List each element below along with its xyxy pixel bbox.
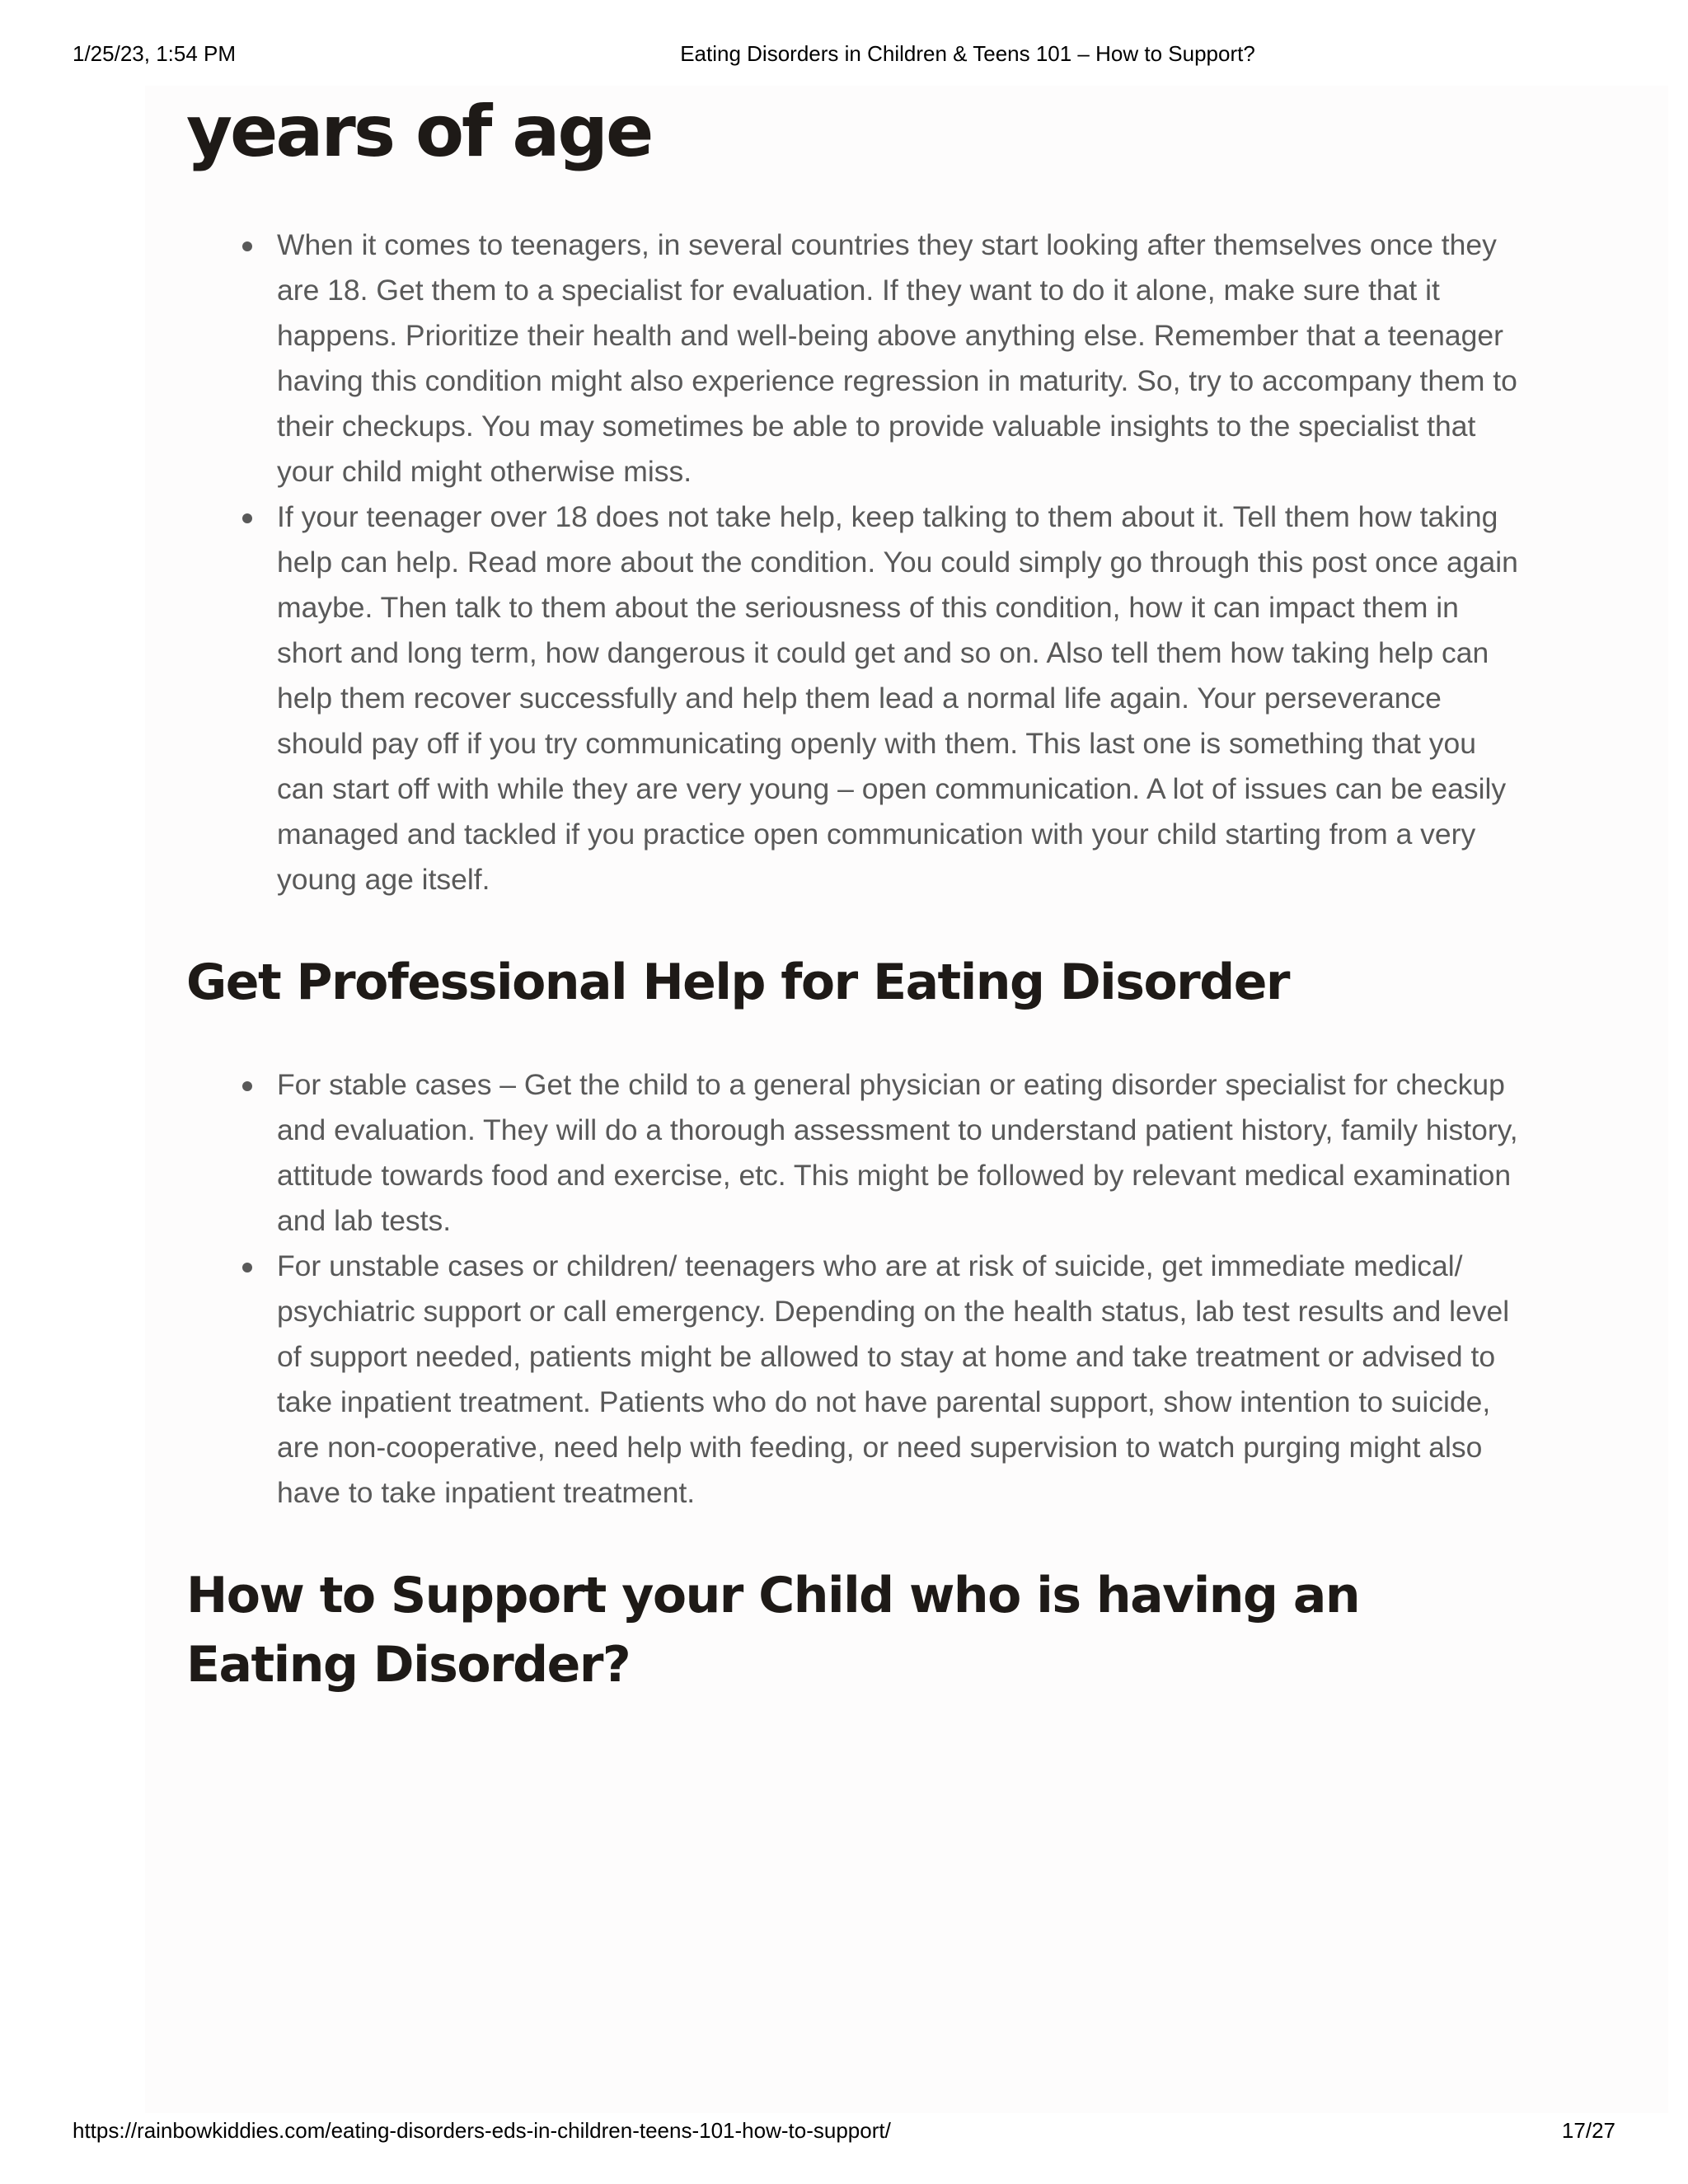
print-page-number: 17/27	[1561, 2118, 1615, 2143]
list-item	[277, 494, 1522, 902]
list-item-text: If your teenager over 18 does not take help, keep talking to them about it. Tell them how taking help can help. Read more about the condition. You could simply go through this post once again maybe. Then talk to them about the seriousness of this condition, how it can impact them in short and long term, how dangerous it could get and so on. Also tell them how taking help can help them recover successfully and help them lead a normal life again. Your perseverance should pay off if you try communicating openly with them. This last one is something that you can start off with while they are very young – open communication. A lot of issues can be easily managed and tackled if you practice open communication with your child starting from a very young age itself.	[277, 500, 1518, 896]
print-footer	[0, 2118, 1688, 2146]
list-item-text: When it comes to teenagers, in several countries they start looking after themselves once they are 18. Get them to a specialist for evaluation. If they want to do it alone, make sure that it happens. Prioritize their health and well-being above anything else. Remember that a teenager having this condition might also experience regression in maturity. So, try to accompany them to their checkups. You may sometimes be able to provide valuable insights to the specialist that your child might otherwise miss.	[277, 228, 1517, 488]
bullet-list-professional-help	[186, 1062, 1522, 1516]
article-body	[186, 82, 1522, 1699]
list-item-text: For stable cases – Get the child to a general physician or eating disorder specialist for checkup and evaluation. They will do a thorough assessment to understand patient history, family history, attitude towards food and exercise, etc. This might be followed by relevant medical examination and lab tests.	[277, 1068, 1518, 1237]
bullet-icon	[242, 1081, 252, 1091]
bullet-icon	[242, 1263, 252, 1272]
list-item-text: For unstable cases or children/ teenagers who are at risk of suicide, get immediate medical/ psychiatric support or call emergency. Depending on the health status, lab test results and level of support needed, patients might be allowed to stay at home and take treatment or advised to take inpatient treatment. Patients who do not have parental support, show intention to suicide, are non-cooperative, need help with feeding, or need supervision to watch purging might also have to take inpatient treatment.	[277, 1249, 1510, 1509]
list-item	[277, 223, 1522, 494]
bullet-icon	[242, 513, 252, 523]
print-header	[0, 41, 1688, 69]
print-page-url: https://rainbowkiddies.com/eating-disorders-eds-in-children-teens-101-how-to-support/	[73, 2118, 891, 2143]
bullet-list-teenagers	[186, 223, 1522, 902]
section-heading-how-to-support: How to Support your Child who is having an Eating Disorder?	[186, 1567, 1360, 1694]
list-item	[277, 1062, 1522, 1244]
print-date-time: 1/25/23, 1:54 PM	[73, 41, 237, 66]
list-item	[277, 1244, 1522, 1516]
section-heading-professional-help: Get Professional Help for Eating Disorder	[186, 954, 1289, 1011]
bullet-icon	[242, 241, 252, 251]
print-page-title: Eating Disorders in Children & Teens 101 – How to Support?	[680, 41, 1255, 66]
section-heading-continued: years of age	[186, 91, 652, 173]
